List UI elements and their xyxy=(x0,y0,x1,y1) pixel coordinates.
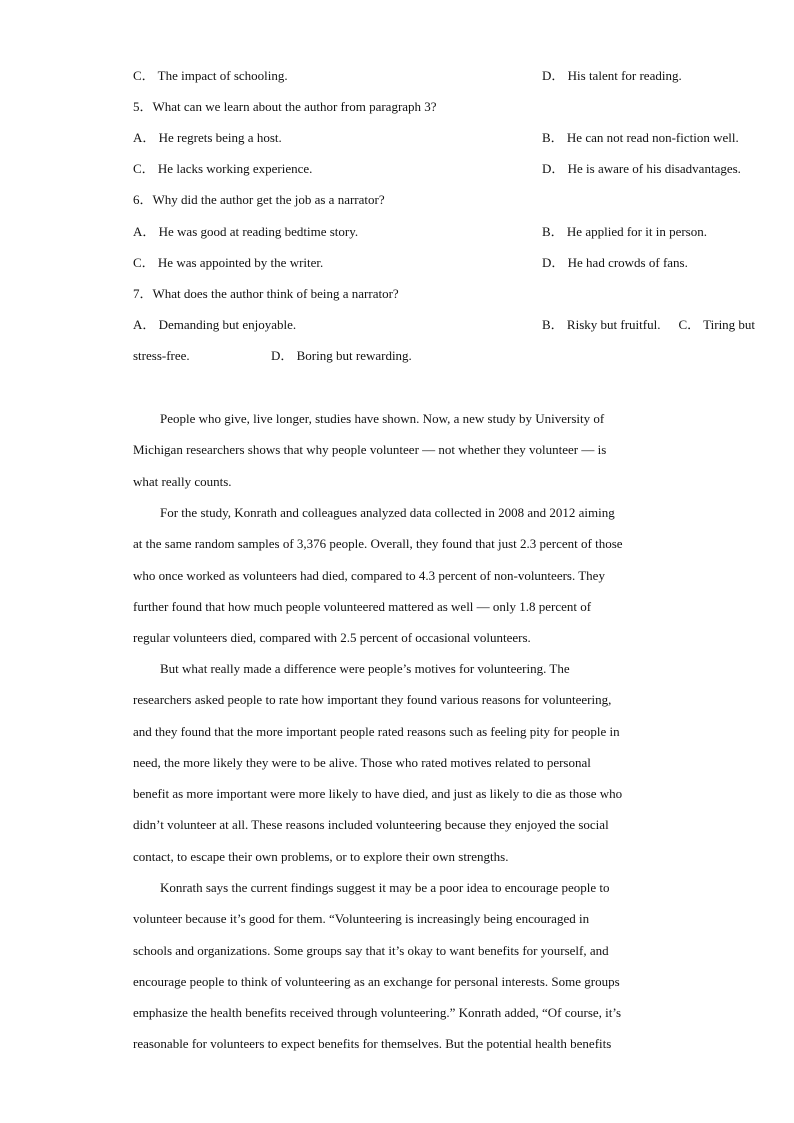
paragraph-line: benefit as more important were more likely to have died, and just as likely to die as those who xyxy=(133,786,623,802)
q6-option-c: C． He was appointed by the writer. xyxy=(133,255,324,270)
q5-option-c: C． He lacks working experience. xyxy=(133,161,313,176)
q5-option-b: B． He can not read non-fiction well. xyxy=(542,130,739,145)
q6-options-cd xyxy=(133,255,688,271)
paragraph-line: regular volunteers died, compared with 2.5 percent of occasional volunteers. xyxy=(133,630,531,646)
q5-option-a: A． He regrets being a host. xyxy=(133,130,282,145)
paragraph-line: But what really made a difference were people’s motives for volunteering. The xyxy=(160,661,570,676)
q5-options-cd xyxy=(133,161,741,177)
paragraph-line: Konrath says the current findings suggest it may be a poor idea to encourage people to xyxy=(160,880,610,895)
q5-options-ab xyxy=(133,130,739,146)
q4-option-d: D． His talent for reading. xyxy=(542,68,682,83)
q6-options-ab xyxy=(133,224,707,240)
paragraph-line: didn’t volunteer at all. These reasons included volunteering because they enjoyed the social xyxy=(133,817,609,833)
q7-option-d: D． Boring but rewarding. xyxy=(271,348,412,363)
q6-option-d: D． He had crowds of fans. xyxy=(542,255,688,270)
paragraph-line: contact, to escape their own problems, or to explore their own strengths. xyxy=(133,848,509,864)
paragraph-line: at the same random samples of 3,376 people. Overall, they found that just 2.3 percent of those xyxy=(133,536,623,552)
q6-option-a: A． He was good at reading bedtime story. xyxy=(133,224,359,239)
q7-option-a: A． Demanding but enjoyable. xyxy=(133,317,297,332)
paragraph-line: For the study, Konrath and colleagues analyzed data collected in 2008 and 2012 aiming xyxy=(160,505,615,520)
passage-paragraph-2 xyxy=(133,497,663,653)
q5-option-d: D． He is aware of his disadvantages. xyxy=(542,161,741,176)
q6-option-b: B． He applied for it in person. xyxy=(542,224,707,239)
q7-options-cd xyxy=(133,348,412,364)
q4-option-c: C． The impact of schooling. xyxy=(133,68,288,83)
q7-options-abc xyxy=(133,317,756,333)
q5-stem: 5．What can we learn about the author from paragraph 3? xyxy=(133,99,437,114)
paragraph-line: need, the more likely they were to be alive. Those who rated motives related to personal xyxy=(133,754,591,770)
passage-paragraph-4 xyxy=(133,872,663,1060)
paragraph-line: emphasize the health benefits received through volunteering.” Konrath added, “Of course, it’s xyxy=(133,1005,622,1021)
q7-stem: 7．What does the author think of being a narrator? xyxy=(133,286,399,301)
paragraph-line: encourage people to think of volunteering as an exchange for personal interests. Some groups xyxy=(133,973,620,989)
paragraph-line: what really counts. xyxy=(133,473,232,489)
q7-option-c-part2: stress-free. xyxy=(133,348,190,363)
paragraph-line: and they found that the more important people rated reasons such as feeling pity for people in xyxy=(133,723,620,739)
paragraph-line: schools and organizations. Some groups say that it’s okay to want benefits for yourself, and xyxy=(133,942,609,958)
paragraph-line: further found that how much people volunteered mattered as well — only 1.8 percent of xyxy=(133,598,592,614)
paragraph-line: People who give, live longer, studies have shown. Now, a new study by University of xyxy=(160,411,605,426)
paragraph-line: who once worked as volunteers had died, compared to 4.3 percent of non-volunteers. They xyxy=(133,567,605,583)
passage-paragraph-1 xyxy=(133,403,663,497)
paragraph-line: Michigan researchers shows that why people volunteer — not whether they volunteer — is xyxy=(133,442,607,458)
q7-option-b: B． Risky but fruitful. xyxy=(542,317,661,332)
q7-option-c-part1: C． Tiring but xyxy=(678,317,756,332)
paragraph-line: reasonable for volunteers to expect benefits for themselves. But the potential health benefits xyxy=(133,1036,612,1052)
q6-stem: 6．Why did the author get the job as a narrator? xyxy=(133,192,385,207)
paragraph-line: volunteer because it’s good for them. “Volunteering is increasingly being encouraged in xyxy=(133,911,590,927)
paragraph-line: researchers asked people to rate how important they found various reasons for volunteering, xyxy=(133,692,612,708)
q7-option-b-c xyxy=(542,317,755,333)
passage-paragraph-3 xyxy=(133,653,663,872)
q4-options-cd xyxy=(133,68,682,84)
